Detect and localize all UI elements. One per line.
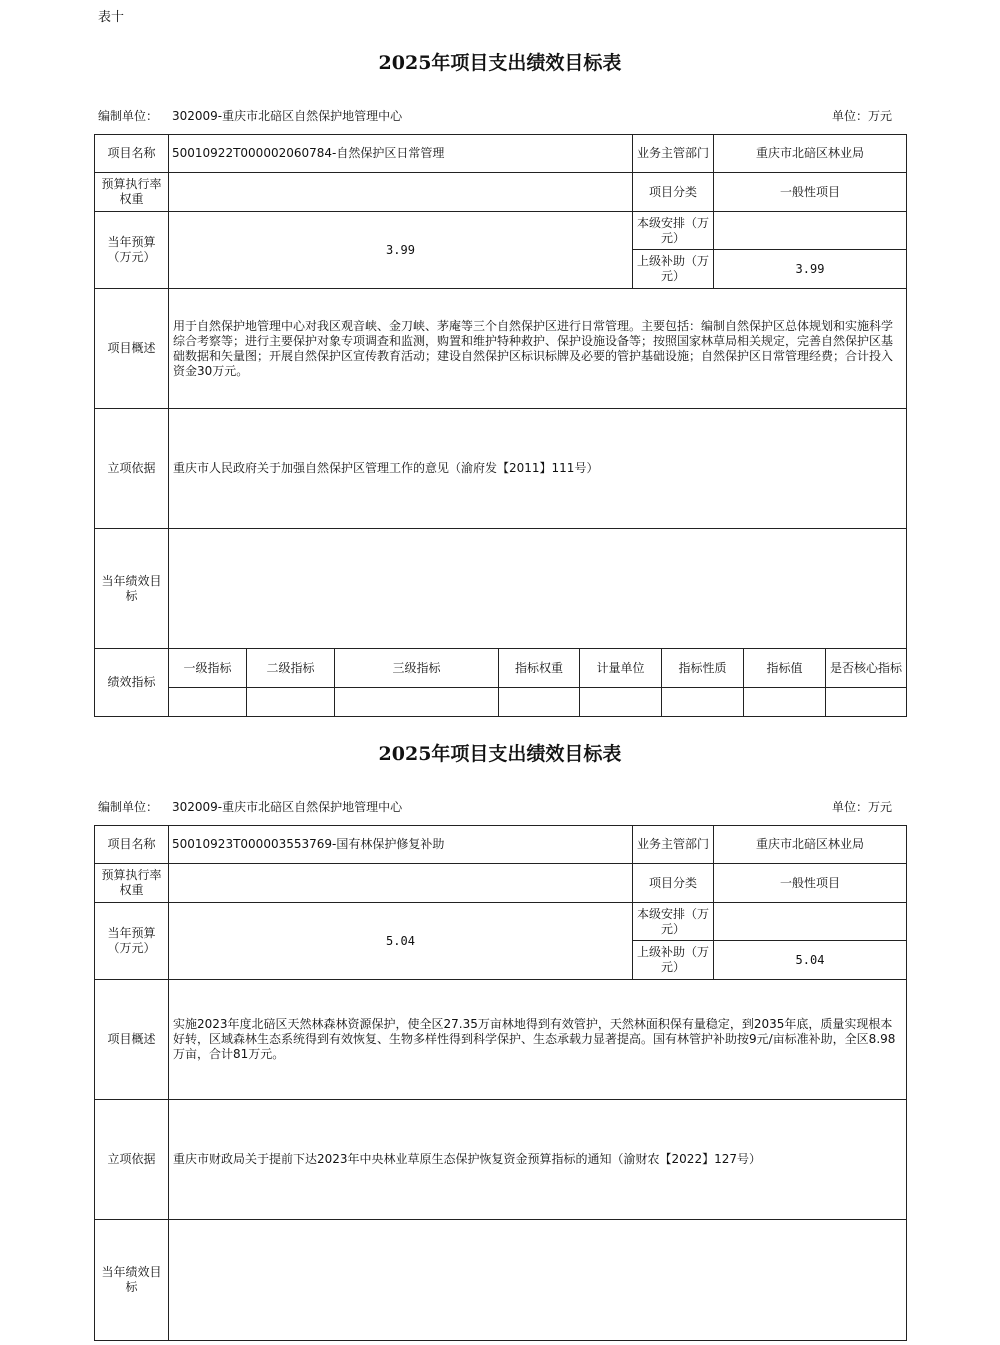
exec-rate-label: 预算执行率权重	[95, 864, 169, 903]
org-value: 302009-重庆市北碚区自然保护地管理中心	[172, 800, 403, 814]
overview-value: 实施2023年度北碚区天然林森林资源保护，使全区27.35万亩林地得到有效管护，天然林面积保有量稳定，到2035年底，质量实现根本好转，区域森林生态系统得到有效恢复、生物多样性得到科学保护、生态承载力显著提高。国有林管护补助按9元/亩标准补助，全区8.98万亩，合计81万元。	[169, 980, 906, 1100]
basis-label: 立项依据	[95, 1100, 169, 1220]
goal-label: 当年绩效目标	[95, 1220, 169, 1340]
local-label: 本级安排（万元）	[633, 212, 714, 250]
dept-value: 重庆市北碚区林业局	[714, 826, 906, 864]
indicator-cell	[580, 688, 662, 716]
category-value: 一般性项目	[714, 173, 906, 212]
upper-value: 5.04	[714, 941, 906, 980]
indicator-cell	[826, 688, 906, 716]
local-value	[714, 212, 906, 250]
indicator-header: 指标值	[744, 649, 826, 688]
org-label: 编制单位：	[98, 800, 159, 814]
table-title: 2025年项目支出绩效目标表	[378, 743, 622, 765]
goal-label: 当年绩效目标	[95, 529, 169, 649]
indicator-header: 二级指标	[247, 649, 335, 688]
dept-label: 业务主管部门	[633, 826, 714, 864]
budget-label: 当年预算（万元）	[95, 212, 169, 289]
indicator-cell	[662, 688, 744, 716]
exec-rate-label: 预算执行率权重	[95, 173, 169, 212]
exec-rate-value	[169, 864, 633, 903]
indicator-header: 一级指标	[169, 649, 247, 688]
indicator-header: 指标性质	[662, 649, 744, 688]
indicator-cell	[335, 688, 499, 716]
overview-label: 项目概述	[95, 980, 169, 1100]
exec-rate-value	[169, 173, 633, 212]
project-name-label: 项目名称	[95, 135, 169, 173]
basis-label: 立项依据	[95, 409, 169, 529]
upper-value: 3.99	[714, 250, 906, 289]
page-tag: 表十	[98, 10, 125, 25]
indicator-header: 三级指标	[335, 649, 499, 688]
org-value: 302009-重庆市北碚区自然保护地管理中心	[172, 109, 403, 123]
unit-label: 单位：万元	[832, 109, 893, 123]
dept-label: 业务主管部门	[633, 135, 714, 173]
basis-value: 重庆市人民政府关于加强自然保护区管理工作的意见（渝府发【2011】111号）	[169, 409, 906, 529]
indicator-cell	[247, 688, 335, 716]
goal-value	[169, 529, 906, 649]
local-label: 本级安排（万元）	[633, 903, 714, 941]
org-label: 编制单位：	[98, 109, 159, 123]
category-label: 项目分类	[633, 173, 714, 212]
table-title: 2025年项目支出绩效目标表	[378, 52, 622, 74]
project-name-value: 50010922T000002060784-自然保护区日常管理	[169, 135, 633, 173]
indicator-cell	[744, 688, 826, 716]
indicator-header: 指标权重	[499, 649, 580, 688]
basis-value: 重庆市财政局关于提前下达2023年中央林业草原生态保护恢复资金预算指标的通知（渝财农【2022】127号）	[169, 1100, 906, 1220]
overview-value: 用于自然保护地管理中心对我区观音峡、金刀峡、茅庵等三个自然保护区进行日常管理。主要包括：编制自然保护区总体规划和实施科学综合考察等；进行主要保护对象专项调查和监测，购置和维护特种救护、保护设施设备等；按照国家林草局相关规定，完善自然保护区基础数据和矢量图；开展自然保护区宣传教育活动；建设自然保护区标识标牌及必要的管护基础设施；自然保护区日常管理经费；合计投入资金30万元。	[169, 289, 906, 409]
category-value: 一般性项目	[714, 864, 906, 903]
project-name-label: 项目名称	[95, 826, 169, 864]
indicator-cell	[499, 688, 580, 716]
local-value	[714, 903, 906, 941]
performance-table-2	[94, 825, 907, 1341]
indicator-header: 计量单位	[580, 649, 662, 688]
budget-label: 当年预算（万元）	[95, 903, 169, 980]
project-name-value: 50010923T000003553769-国有林保护修复补助	[169, 826, 633, 864]
upper-label: 上级补助（万元）	[633, 941, 714, 980]
budget-value: 5.04	[169, 903, 633, 980]
indicator-header: 是否核心指标	[826, 649, 906, 688]
indicators-label: 绩效指标	[95, 649, 169, 716]
goal-value	[169, 1220, 906, 1340]
dept-value: 重庆市北碚区林业局	[714, 135, 906, 173]
upper-label: 上级补助（万元）	[633, 250, 714, 289]
overview-label: 项目概述	[95, 289, 169, 409]
performance-table-1	[94, 134, 907, 717]
category-label: 项目分类	[633, 864, 714, 903]
budget-value: 3.99	[169, 212, 633, 289]
unit-label: 单位：万元	[832, 800, 893, 814]
indicator-cell	[169, 688, 247, 716]
